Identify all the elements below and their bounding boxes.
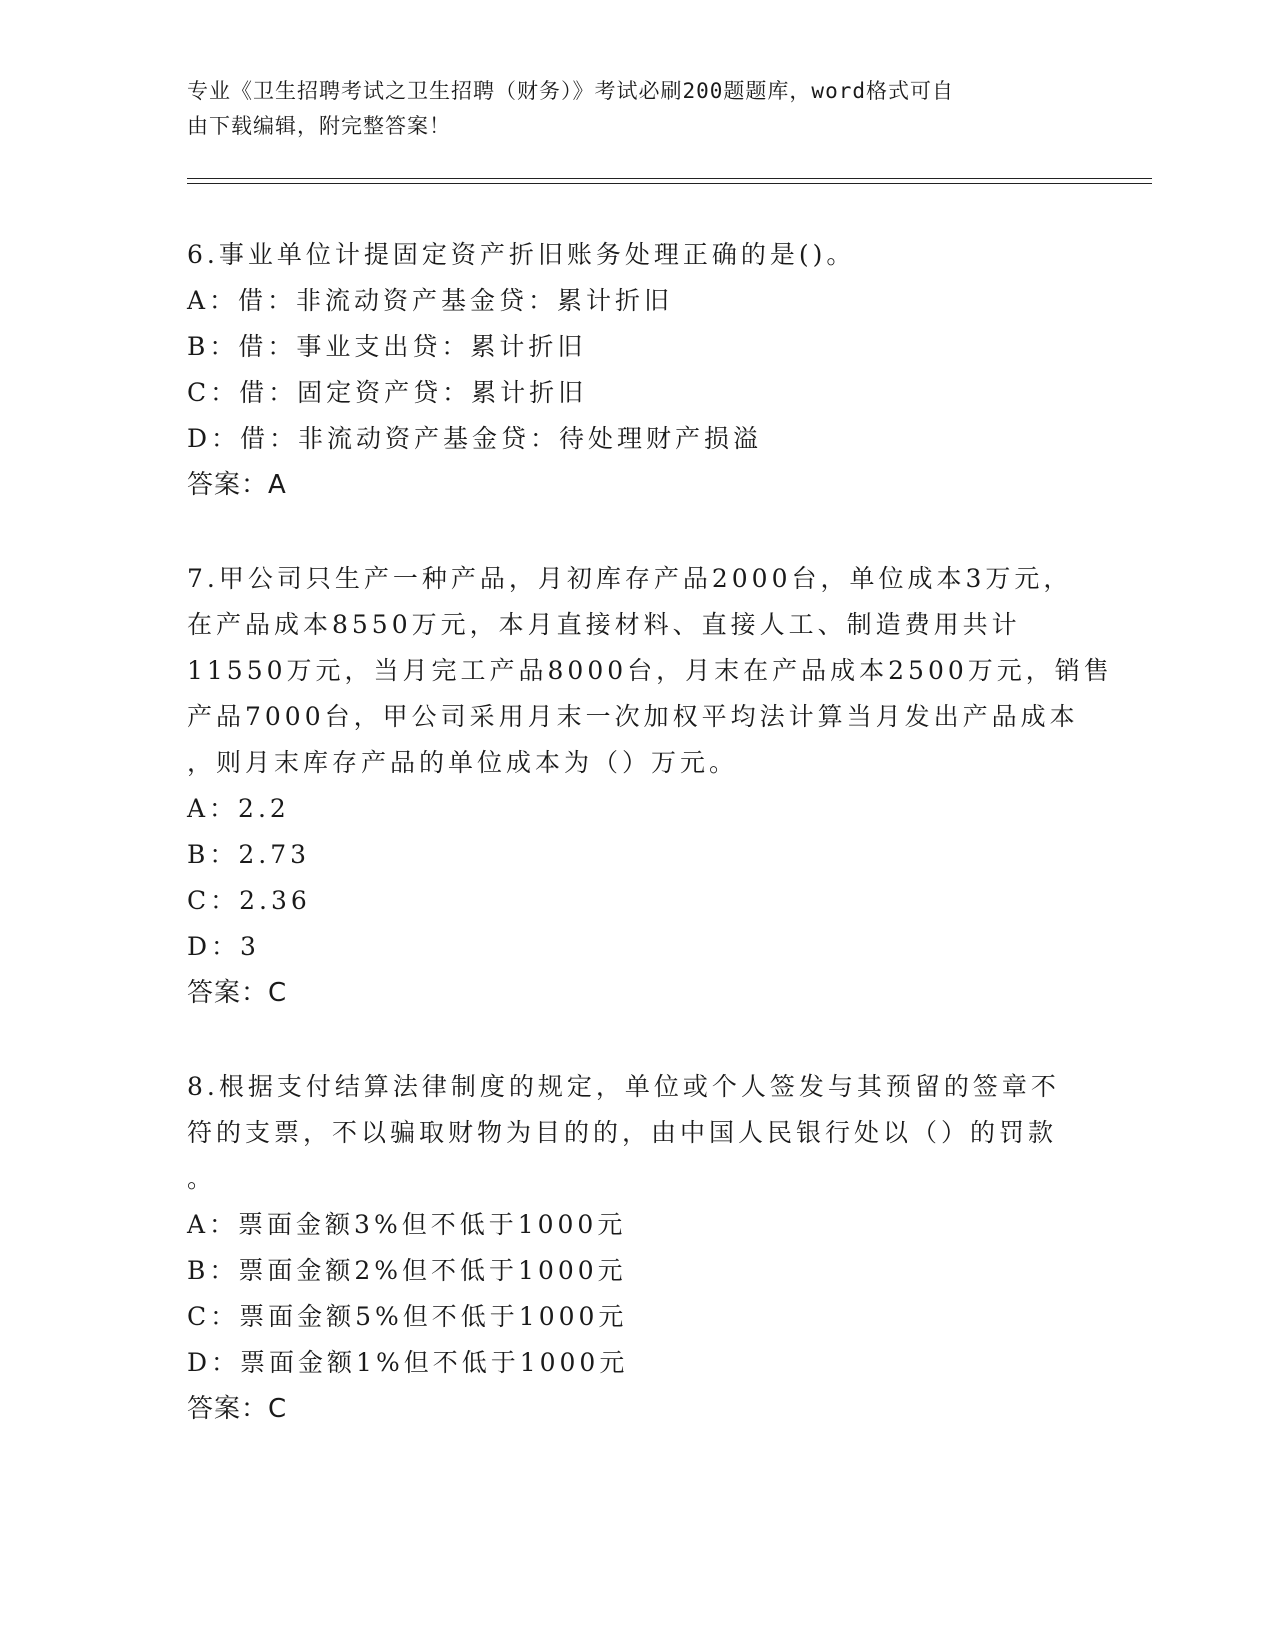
question-8	[187, 1064, 1087, 1432]
header-rule-bottom	[187, 183, 1152, 184]
option-a: A：票面金额3%但不低于1000元	[187, 1210, 627, 1239]
header-line-1: 专业《卫生招聘考试之卫生招聘（财务）》考试必刷200题题库，word格式可自	[187, 79, 954, 103]
header-rule-top	[187, 178, 1152, 179]
option-d: D：借：非流动资产基金贷：待处理财产损溢	[187, 424, 763, 453]
question-text: 6.事业单位计提固定资产折旧账务处理正确的是()。	[187, 240, 856, 269]
option-d: D：3	[187, 932, 260, 961]
option-d: D：票面金额1%但不低于1000元	[187, 1348, 629, 1377]
option-a: A：借：非流动资产基金贷：累计折旧	[187, 286, 674, 315]
question-list	[187, 232, 1113, 1480]
question-text: 符的支票，不以骗取财物为目的的，由中国人民银行处以（）的罚款	[187, 1118, 1058, 1147]
question-7	[187, 556, 1113, 1016]
question-text: 7.甲公司只生产一种产品，月初库存产品2000台，单位成本3万元，	[187, 564, 1073, 593]
option-b: B：借：事业支出贷：累计折旧	[187, 332, 587, 361]
answer: 答案：C	[187, 1394, 288, 1424]
question-6	[187, 232, 1087, 508]
option-c: C：2.36	[187, 886, 311, 915]
question-text: 产品7000台，甲公司采用月末一次加权平均法计算当月发出产品成本	[187, 702, 1079, 731]
answer: 答案：A	[187, 470, 287, 500]
question-text: ，则月末库存产品的单位成本为（）万元。	[187, 748, 739, 777]
option-c: C：借：固定资产贷：累计折旧	[187, 378, 588, 407]
question-text: 11550万元，当月完工产品8000台，月末在产品成本2500万元，销售	[187, 656, 1113, 685]
answer: 答案：C	[187, 978, 288, 1008]
option-b: B：2.73	[187, 840, 311, 869]
question-text: 。	[187, 1164, 217, 1193]
document-header	[187, 74, 1077, 144]
option-c: C：票面金额5%但不低于1000元	[187, 1302, 628, 1331]
question-text: 在产品成本8550万元，本月直接材料、直接人工、制造费用共计	[187, 610, 1021, 639]
option-a: A：2.2	[187, 794, 290, 823]
question-text: 8.根据支付结算法律制度的规定，单位或个人签发与其预留的签章不	[187, 1072, 1060, 1101]
option-b: B：票面金额2%但不低于1000元	[187, 1256, 627, 1285]
header-line-2: 由下载编辑，附完整答案！	[187, 114, 451, 138]
